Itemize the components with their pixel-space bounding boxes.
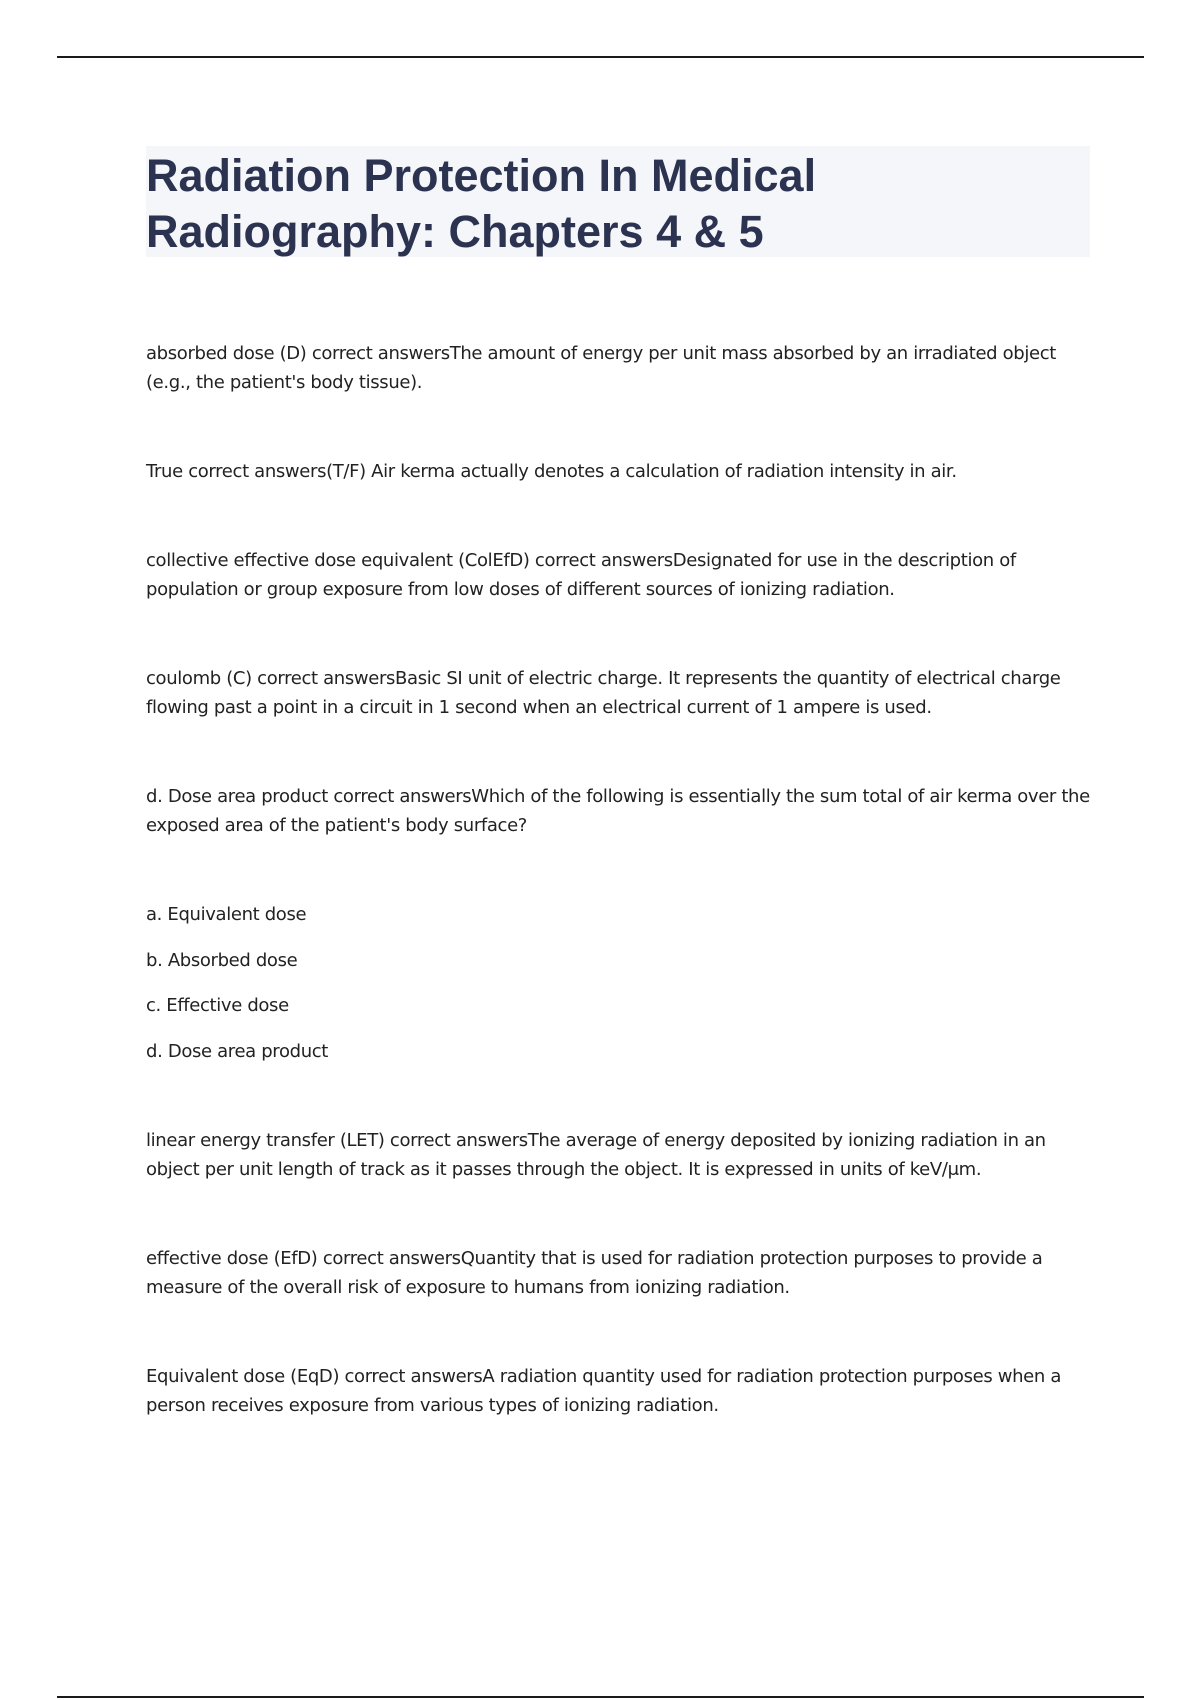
flashcard-list [146, 339, 1090, 1420]
option-d: d. Dose area product [146, 1040, 329, 1062]
flashcard-dose-area-product: d. Dose area product correct answersWhich of the following is essentially the sum total of air kerma over the exposed area of the patient's body surface? [146, 786, 1090, 836]
flashcard-air-kerma: True correct answers(T/F) Air kerma actually denotes a calculation of radiation intensity in air. [146, 461, 957, 482]
document-body [146, 146, 1090, 1480]
flashcard-let: linear energy transfer (LET) correct answersThe average of energy deposited by ionizing radiation in an object per unit length of track as it passes through the object. It is expressed in units of keV/μm. [146, 1129, 1046, 1180]
flashcard-coulomb: coulomb (C) correct answersBasic SI unit of electric charge. It represents the quantity of electrical charge flowing past a point in a circuit in 1 second when an electrical current of 1 ampere is used. [146, 668, 1061, 718]
top-rule [57, 56, 1144, 58]
flashcard-effective-dose: effective dose (EfD) correct answersQuantity that is used for radiation protection purposes to provide a measure of the overall risk of exposure to humans from ionizing radiation. [146, 1247, 1043, 1298]
flashcard-colefd: collective effective dose equivalent (ColEfD) correct answersDesignated for use in the description of population or group exposure from low doses of different sources of ionizing radiation. [146, 550, 1016, 600]
option-b: b. Absorbed dose [146, 949, 298, 971]
flashcard-equivalent-dose: Equivalent dose (EqD) correct answersA radiation quantity used for radiation protection purposes when a person receives exposure from various types of ionizing radiation. [146, 1365, 1061, 1416]
bottom-rule [57, 1696, 1144, 1698]
title-block [146, 146, 1090, 257]
option-c: c. Effective dose [146, 995, 289, 1016]
option-a: a. Equivalent dose [146, 904, 307, 925]
document-title: Radiation Protection In Medical Radiography: Chapters 4 & 5 [146, 150, 817, 257]
flashcard-absorbed-dose: absorbed dose (D) correct answersThe amount of energy per unit mass absorbed by an irradiated object (e.g., the patient's body tissue). [146, 343, 1056, 393]
answer-options [146, 900, 1090, 1066]
